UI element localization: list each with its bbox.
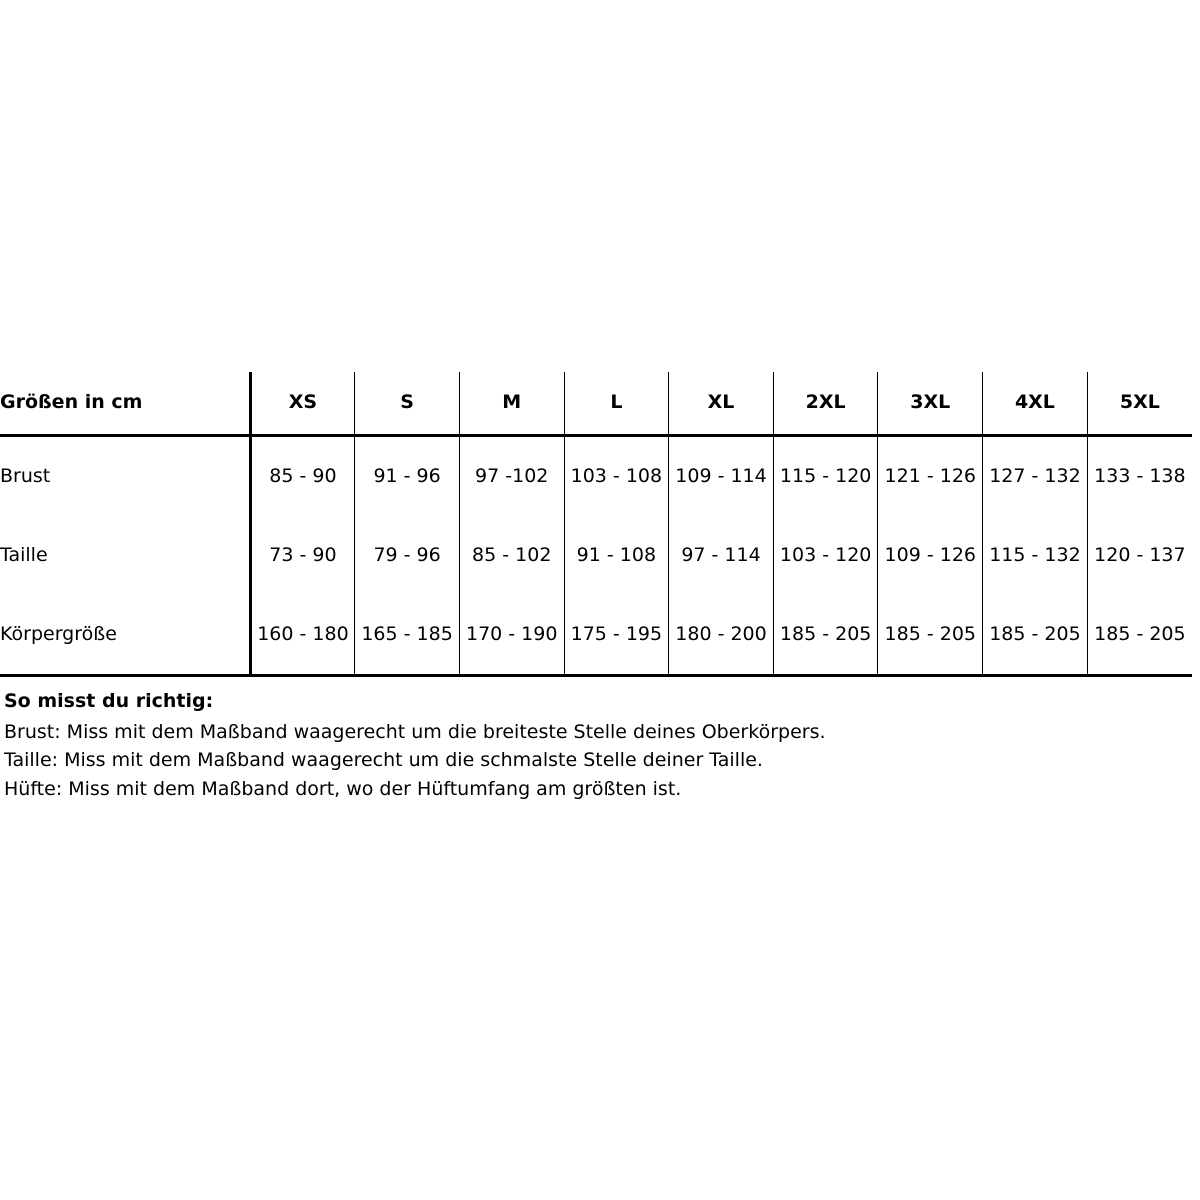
cell-brust-2xl: 115 - 120 xyxy=(773,436,878,517)
cell-koerpergroesse-xl: 180 - 200 xyxy=(669,595,774,676)
cell-koerpergroesse-l: 175 - 195 xyxy=(564,595,669,676)
cell-taille-s: 79 - 96 xyxy=(355,516,460,595)
header-measurement-label: Größen in cm xyxy=(0,372,250,436)
header-size-2xl: 2XL xyxy=(773,372,878,436)
header-size-3xl: 3XL xyxy=(878,372,983,436)
table-header-row xyxy=(0,372,1192,436)
row-label-brust: Brust xyxy=(0,436,250,517)
instructions-line-huefte: Hüfte: Miss mit dem Maßband dort, wo der Hüftumfang am größten ist. xyxy=(4,778,682,801)
header-size-xs: XS xyxy=(250,372,355,436)
header-size-xl: XL xyxy=(669,372,774,436)
table-row xyxy=(0,436,1192,517)
cell-brust-3xl: 121 - 126 xyxy=(878,436,983,517)
cell-koerpergroesse-2xl: 185 - 205 xyxy=(773,595,878,676)
table-row xyxy=(0,595,1192,676)
size-table xyxy=(0,372,1192,677)
header-size-l: L xyxy=(564,372,669,436)
cell-taille-4xl: 115 - 132 xyxy=(983,516,1088,595)
cell-koerpergroesse-3xl: 185 - 205 xyxy=(878,595,983,676)
table-row xyxy=(0,516,1192,595)
row-label-koerpergroesse: Körpergröße xyxy=(0,595,250,676)
cell-taille-xs: 73 - 90 xyxy=(250,516,355,595)
cell-koerpergroesse-xs: 160 - 180 xyxy=(250,595,355,676)
cell-taille-5xl: 120 - 137 xyxy=(1094,543,1186,566)
header-size-s: S xyxy=(355,372,460,436)
size-table-container xyxy=(0,372,1196,677)
cell-koerpergroesse-5xl: 185 - 205 xyxy=(1087,595,1192,676)
header-size-5xl: 5XL xyxy=(1087,372,1192,436)
cell-brust-5xl: 133 - 138 xyxy=(1094,464,1186,487)
cell-taille-2xl: 103 - 120 xyxy=(773,516,878,595)
cell-koerpergroesse-4xl: 185 - 205 xyxy=(983,595,1088,676)
cell-brust-m: 97 -102 xyxy=(459,436,564,517)
cell-brust-s: 91 - 96 xyxy=(355,436,460,517)
instructions-line-taille: Taille: Miss mit dem Maßband waagerecht um die schmalste Stelle deiner Taille. xyxy=(4,749,763,772)
cell-koerpergroesse-s: 165 - 185 xyxy=(355,595,460,676)
cell-taille-m: 85 - 102 xyxy=(459,516,564,595)
cell-koerpergroesse-m: 170 - 190 xyxy=(459,595,564,676)
header-size-m: M xyxy=(459,372,564,436)
cell-taille-3xl: 109 - 126 xyxy=(878,516,983,595)
cell-brust-xs: 85 - 90 xyxy=(250,436,355,517)
instructions-line-brust: Brust: Miss mit dem Maßband waagerecht um die breiteste Stelle deines Oberkörpers. xyxy=(4,720,826,743)
row-label-taille: Taille xyxy=(0,516,250,595)
instructions-title: So misst du richtig: xyxy=(4,690,214,712)
cell-brust-4xl: 127 - 132 xyxy=(983,436,1088,517)
measuring-instructions xyxy=(4,688,1184,804)
cell-taille-xl: 97 - 114 xyxy=(669,516,774,595)
cell-brust-l: 103 - 108 xyxy=(564,436,669,517)
cell-taille-l: 91 - 108 xyxy=(564,516,669,595)
cell-brust-xl: 109 - 114 xyxy=(669,436,774,517)
header-size-4xl: 4XL xyxy=(983,372,1088,436)
